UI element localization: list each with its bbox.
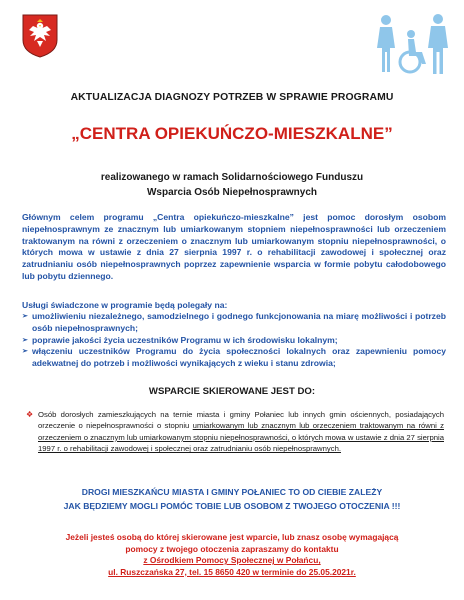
slogan-line: JAK BĘDZIEMY MOGLI POMÓC TOBIE LUB OSOBOM Z TWOJEGO OTOCZENIA !!! xyxy=(63,501,401,511)
contact-address: ul. Ruszczańska 27, tel. 15 8650 420 w terminie do 25.05.2021r. xyxy=(108,566,356,577)
subtitle-line: Wsparcia Osób Niepełnosprawnych xyxy=(146,187,318,198)
target-heading: WSPARCIE SKIEROWANE JEST DO: xyxy=(148,386,316,397)
slogan-line: DROGI MIESZKAŃCU MIASTA I GMINY POŁANIEC TO OD CIEBIE ZALEŻY xyxy=(81,487,383,497)
contact-line: Jeżeli jesteś osobą do której skierowane jest wparcie, lub znasz osobę wymagającą xyxy=(65,532,399,542)
diamond-bullet-icon: ❖ xyxy=(26,410,34,419)
coat-of-arms-icon xyxy=(22,14,58,58)
list-item: ➢ włączeniu uczestników Programu do życia społeczności lokalnych oraz zapewnieniu pomocy adekwatnej do potrzeb i możliwości wynikających z wieku i stanu zdrowia; xyxy=(22,346,446,370)
disability-family-icon xyxy=(376,12,450,76)
list-item: ➢ umożliwieniu niezależnego, samodzielnego i godnego funkcjonowania na miarę możliwości i potrzeb osób niepełnosprawnych; xyxy=(22,311,446,335)
services-lead: Usługi świadczone w programie będą polegały na: xyxy=(22,300,228,310)
program-title: „CENTRA OPIEKUŃCZO-MIESZKALNE” xyxy=(71,124,393,143)
list-item: ➢ poprawie jakości życia uczestników Programu w ich środowisku lokalnym; xyxy=(22,335,446,347)
document-heading: AKTUALIZACJA DIAGNOZY POTRZEB W SPRAWIE PROGRAMU xyxy=(70,92,394,103)
intro-paragraph: Głównym celem programu „Centra opiekuńczo-mieszkalne” jest pomoc dorosłym osobom niepełnosprawnym ze znacznym lub umiarkowanym stopniem niepełnosprawności lub orzeczeniem traktowanym na równi z orzeczeniem o znacznym lub umiarkowanym stopniu niepełnosprawności, o których mowa w ustawie z dnia 27 sierpnia 1997 r. o rehabilitacji zawodowej i społecznej oraz zatrudnianiu osób niepełnosprawnych poprzez zapewnienie wsparcia w formie pobytu całodobowego lub pobytu dziennego. xyxy=(22,212,446,281)
target-text: Osób dorosłych zamieszkujących na ternie miasta i gminy Połaniec lub innych gmin ościennych, posiadających orzeczenie o niepełnosprawności o stopniu xyxy=(38,410,444,431)
contact-line: z Ośrodkiem Pomocy Społecznej w Połańcu, xyxy=(143,555,321,566)
slogan xyxy=(0,485,464,513)
subtitle-line: realizowanego w ramach Solidarnościowego Funduszu xyxy=(100,172,364,183)
contact-info xyxy=(30,532,434,578)
services-list xyxy=(22,311,446,370)
contact-line: pomocy z twojego otoczenia zapraszamy do kontaktu xyxy=(125,543,339,554)
target-text-underlined: umiarkowanym lub znacznym lub orzeczeniem traktowanym na równi z orzeczeniem o znacznym lub umiarkowanym stopniu niepełnosprawności, o których mowa w ustawie z dnia 27 sierpnia 1997 r. o rehabilitacji zawodowej i społecznej oraz zatrudnianiu osób niepełnosprawnych. xyxy=(38,421,445,454)
target-paragraph xyxy=(26,409,444,455)
funding-subtitle xyxy=(0,170,464,200)
